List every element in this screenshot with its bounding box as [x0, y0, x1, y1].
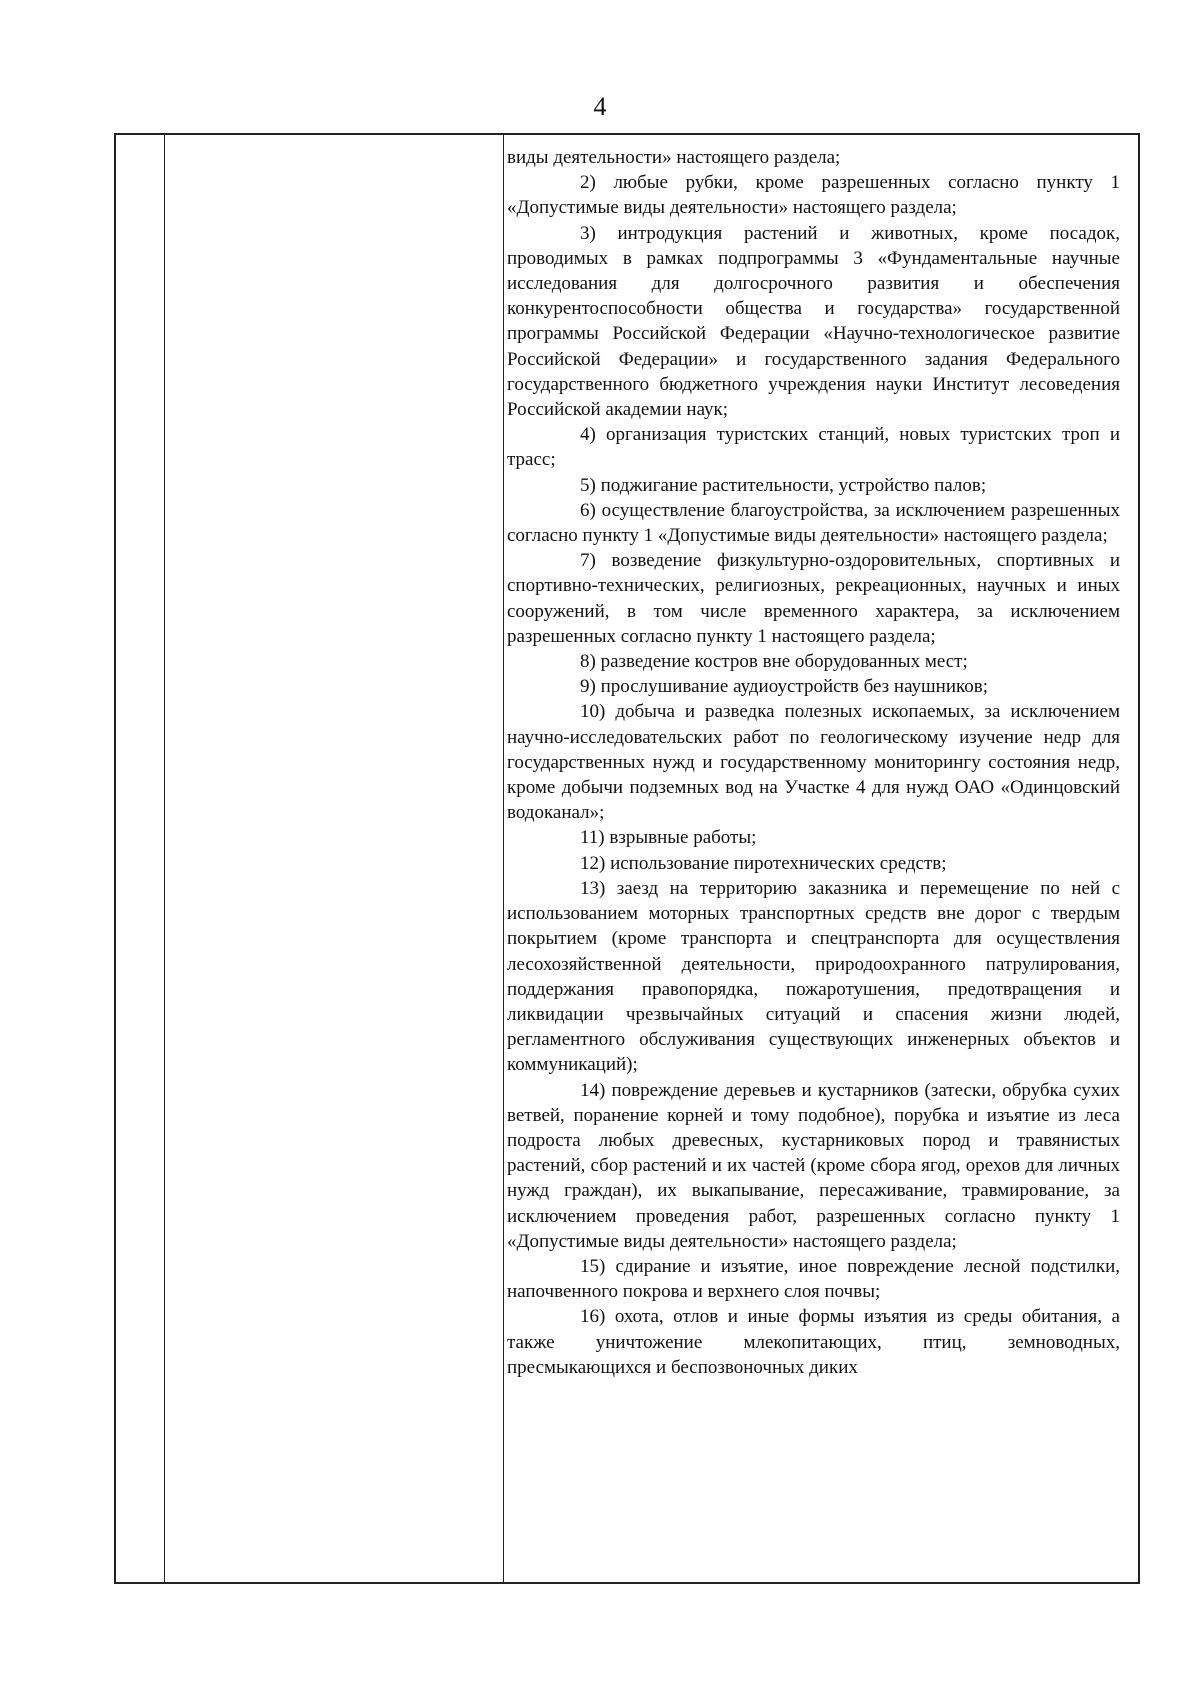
list-item: 2) любые рубки, кроме разрешенных согласно пункту 1 «Допустимые виды деятельности» настоящего раздела; — [507, 172, 1120, 219]
prohibited-activities-cell — [507, 145, 1120, 1380]
list-item: 7) возведение физкультурно-оздоровительных, спортивных и спортивно-технических, религиозных, рекреационных, научных и иных сооружений, в том числе временного характера, за исключением разрешенных согласно пункту 1 настоящего раздела; — [507, 550, 1120, 647]
list-item: 12) использование пиротехнических средств; — [580, 852, 947, 874]
list-item: 15) сдирание и изъятие, иное повреждение лесной подстилки, напочвенного покрова и верхнего слоя почвы; — [507, 1255, 1120, 1303]
page-number: 4 — [593, 92, 607, 121]
list-item: 4) организация туристских станций, новых туристских троп и трасс; — [507, 424, 1120, 471]
column-divider — [503, 135, 504, 1582]
list-item: 10) добыча и разведка полезных ископаемых, за исключением научно-исследовательских работ по геологическому изучение недр для государственных нужд и государственному мониторингу состояния недр, кроме добычи подземных вод на Участке 4 для нужд ОАО «Одинцовский водоканал»; — [507, 701, 1120, 824]
list-item: 13) заезд на территорию заказника и перемещение по ней с использованием моторных транспортных средств вне дорог с твердым покрытием (кроме транспорта и спецтранспорта для осуществления лесохозяйственной деятельности, природоохранного патрулирования, поддержания правопорядка, пожаротушения, предотвращения и ликвидации чрезвычайных ситуаций и спасения жизни людей, регламентного обслуживания существующих инженерных объектов и коммуникаций); — [507, 877, 1120, 1076]
list-item: 5) поджигание растительности, устройство палов; — [580, 474, 987, 496]
regulation-table — [114, 133, 1140, 1584]
continuation-text: виды деятельности» настоящего раздела; — [507, 147, 841, 168]
list-item: 16) охота, отлов и иные формы изъятия из среды обитания, а также уничтожение млекопитающих, птиц, земноводных, пресмыкающихся и беспозвоночных диких — [507, 1306, 1120, 1378]
list-item: 6) осуществление благоустройства, за исключением разрешенных согласно пункту 1 «Допустимые виды деятельности» настоящего раздела; — [507, 499, 1120, 547]
list-item: 11) взрывные работы; — [580, 827, 757, 849]
list-item: 9) прослушивание аудиоустройств без наушников; — [580, 676, 989, 698]
list-item: 3) интродукция растений и животных, кроме посадок, проводимых в рамках подпрограммы 3 «Фундаментальные научные исследования для долгосрочного развития и обеспечения конкурентоспособности общества и государства» государственной программы Российской Федерации «Научно-технологическое развитие Российской Федерации» и государственного задания Федерального государственного бюджетного учреждения науки Институт лесоведения Российской академии наук; — [507, 222, 1120, 421]
list-item: 14) повреждение деревьев и кустарников (затески, обрубка сухих ветвей, поранение корней и тому подобное), порубка и изъятие из леса подроста любых древесных, кустарниковых пород и травянистых растений, сбор растений и их частей (кроме сбора ягод, орехов для личных нужд граждан), их выкапывание, пересаживание, травмирование, за исключением проведения работ, разрешенных согласно пункту 1 «Допустимые виды деятельности» настоящего раздела; — [507, 1079, 1120, 1252]
column-divider — [164, 135, 165, 1582]
list-item: 8) разведение костров вне оборудованных мест; — [580, 651, 968, 673]
